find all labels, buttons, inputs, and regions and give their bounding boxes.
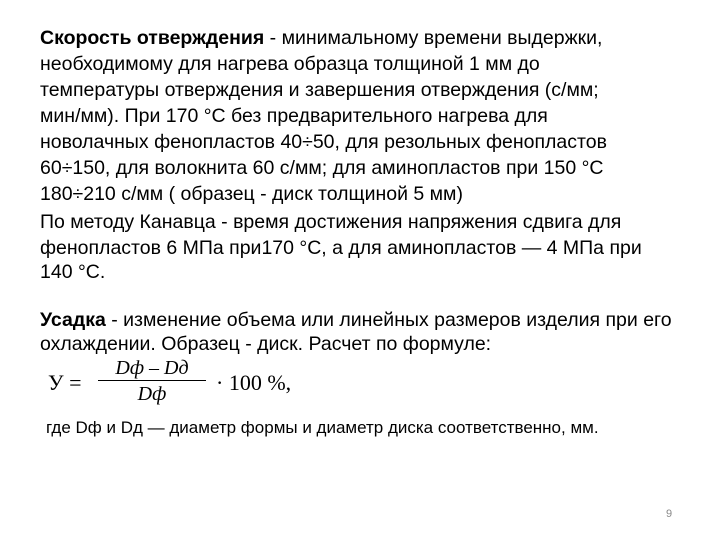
shrinkage-line-2: охлаждении. Образец - диск. Расчет по формуле: — [40, 333, 492, 355]
kanavets-line-2: фенопластов 6 МПа при170 °С, а для аминопластов — 4 МПа при — [40, 237, 642, 259]
formula-note: где Dф и Dд — диаметр формы и диаметр диска соответственно, мм. — [46, 418, 599, 437]
formula-denominator: Dф — [137, 383, 167, 405]
kanavets-line-3: 140 °С. — [40, 261, 106, 283]
cure-speed-line-2: необходимому для нагрева образца толщиной 1 мм до — [40, 53, 540, 75]
shrinkage-term: Усадка — [40, 309, 106, 331]
cure-speed-line-7: 180÷210 с/мм ( образец - диск толщиной 5 мм) — [40, 183, 463, 205]
cure-speed-line-5: новолачных фенопластов 40÷50, для резольных фенопластов — [40, 131, 607, 153]
formula-numerator: Dф – Dд — [115, 357, 189, 379]
formula-rhs: · 100 %, — [216, 370, 292, 395]
formula-lhs: У = — [48, 370, 82, 395]
cure-speed-definition: - минимальному времени выдержки, — [264, 27, 603, 49]
cure-speed-line-1 — [40, 26, 602, 50]
shrinkage-definition: - изменение объема или линейных размеров изделия при его — [105, 309, 672, 331]
page-number: 9 — [666, 508, 673, 520]
cure-speed-line-4: мин/мм). При 170 °С без предварительного нагрева для — [40, 105, 548, 127]
cure-speed-term: Скорость отверждения — [40, 27, 265, 49]
cure-speed-line-3: температуры отверждения и завершения отверждения (с/мм; — [40, 79, 599, 101]
shrinkage-line-1 — [40, 308, 672, 332]
formula-fraction — [92, 356, 212, 407]
cure-speed-line-6: 60÷150, для волокнита 60 с/мм; для аминопластов при 150 °С — [40, 157, 604, 179]
kanavets-line-1: По методу Канавца - время достижения напряжения сдвига для — [40, 211, 622, 233]
